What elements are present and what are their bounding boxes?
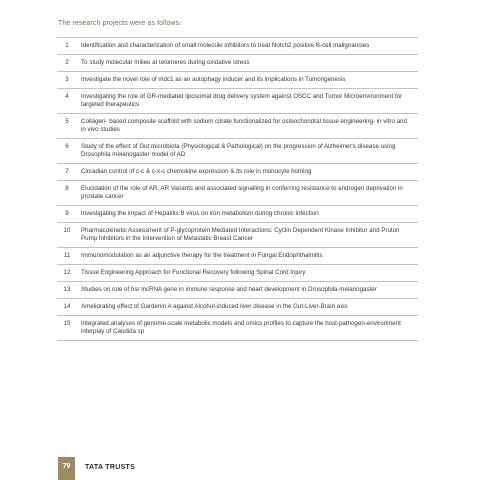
projects-table: [57, 37, 418, 341]
table-row: [57, 265, 418, 282]
project-title: Pharmacokinetic Assessment of P-glycoprotein Mediated Interactions: Cyclin Dependent Kinase Inhibitor and Proton Pump Inhibitors in the Intervention of Metastatic Breast Cancer: [81, 223, 418, 248]
project-number: 5: [57, 114, 81, 139]
table-row: [57, 282, 418, 299]
project-title: Immunomodulation as an adjunctive therapy for the treatment in Fungal Endophthalmitis: [81, 248, 418, 265]
table-row: [57, 299, 418, 316]
project-number: 9: [57, 206, 81, 223]
table-row: [57, 223, 418, 248]
project-title: Ameliorating effect of Gardenin A against Alcohol-induced liver disease in the Gut-Liver-Brain axis: [81, 299, 418, 316]
table-row: [57, 38, 418, 55]
brand-footer: TATA TRUSTS: [85, 464, 136, 471]
table-row: [57, 89, 418, 114]
table-row: [57, 55, 418, 72]
project-number: 4: [57, 89, 81, 114]
project-title: To study molecular milieu at telomeres during oxidative stress: [81, 55, 418, 72]
project-number: 10: [57, 223, 81, 248]
project-title: Study of the effect of Gut microbiota (Physiological & Pathological) on the progression of Alzheimer's disease using Drosophila melanogaster model of AD: [81, 139, 418, 164]
project-title: Identification and characterization of small molecule inhibitors to treat Notch2 positive B-cell malignancies: [81, 38, 418, 55]
table-row: [57, 164, 418, 181]
project-number: 8: [57, 181, 81, 206]
project-number: 14: [57, 299, 81, 316]
project-number: 7: [57, 164, 81, 181]
project-number: 3: [57, 72, 81, 89]
project-title: Circadian control of c-c & c-x-c chemokine expression & its role in monocyte homing: [81, 164, 418, 181]
project-number: 12: [57, 265, 81, 282]
table-row: [57, 316, 418, 341]
page-number: 79: [62, 463, 71, 470]
projects-table-body: [57, 38, 418, 341]
project-title: Elucidation of the role of AR, AR Variants and associated signalling in conferring resistance to androgen deprivation in prostate cancer: [81, 181, 418, 206]
table-row: [57, 206, 418, 223]
table-row: [57, 114, 418, 139]
project-title: Studies on role of hsr lncRNA gene in immune response and heart development in Drosophila melanogaster: [81, 282, 418, 299]
project-number: 6: [57, 139, 81, 164]
project-number: 13: [57, 282, 81, 299]
project-number: 2: [57, 55, 81, 72]
project-number: 15: [57, 316, 81, 341]
project-title: Collagen- based composite scaffold with sodium citrate functionalized for osteochondral tissue engineering- in vitro and in vivo studies: [81, 114, 418, 139]
intro-text: The research projects were as follows:: [58, 20, 182, 27]
table-row: [57, 72, 418, 89]
table-row: [57, 181, 418, 206]
project-number: 11: [57, 248, 81, 265]
project-title: Investigating the impact of Hepatitis B virus on iron metabolism during chronic infection: [81, 206, 418, 223]
project-number: 1: [57, 38, 81, 55]
project-title: Tissue Engineering Approach for Functional Recovery following Spinal Cord Injury: [81, 265, 418, 282]
project-title: Integrated analyses of genome-scale metabolic models and omics profiles to capture the host-pathogen-environment interplay of Candida sp: [81, 316, 418, 341]
table-row: [57, 139, 418, 164]
project-title: Investigating the role of GR-mediated liposomal drug delivery system against OSCC and Tumor Microenvironment for targeted therapeutics: [81, 89, 418, 114]
project-title: Investigate the novel role of mdc1 as an autophagy inducer and its implications in Tumorigenesis: [81, 72, 418, 89]
table-row: [57, 248, 418, 265]
